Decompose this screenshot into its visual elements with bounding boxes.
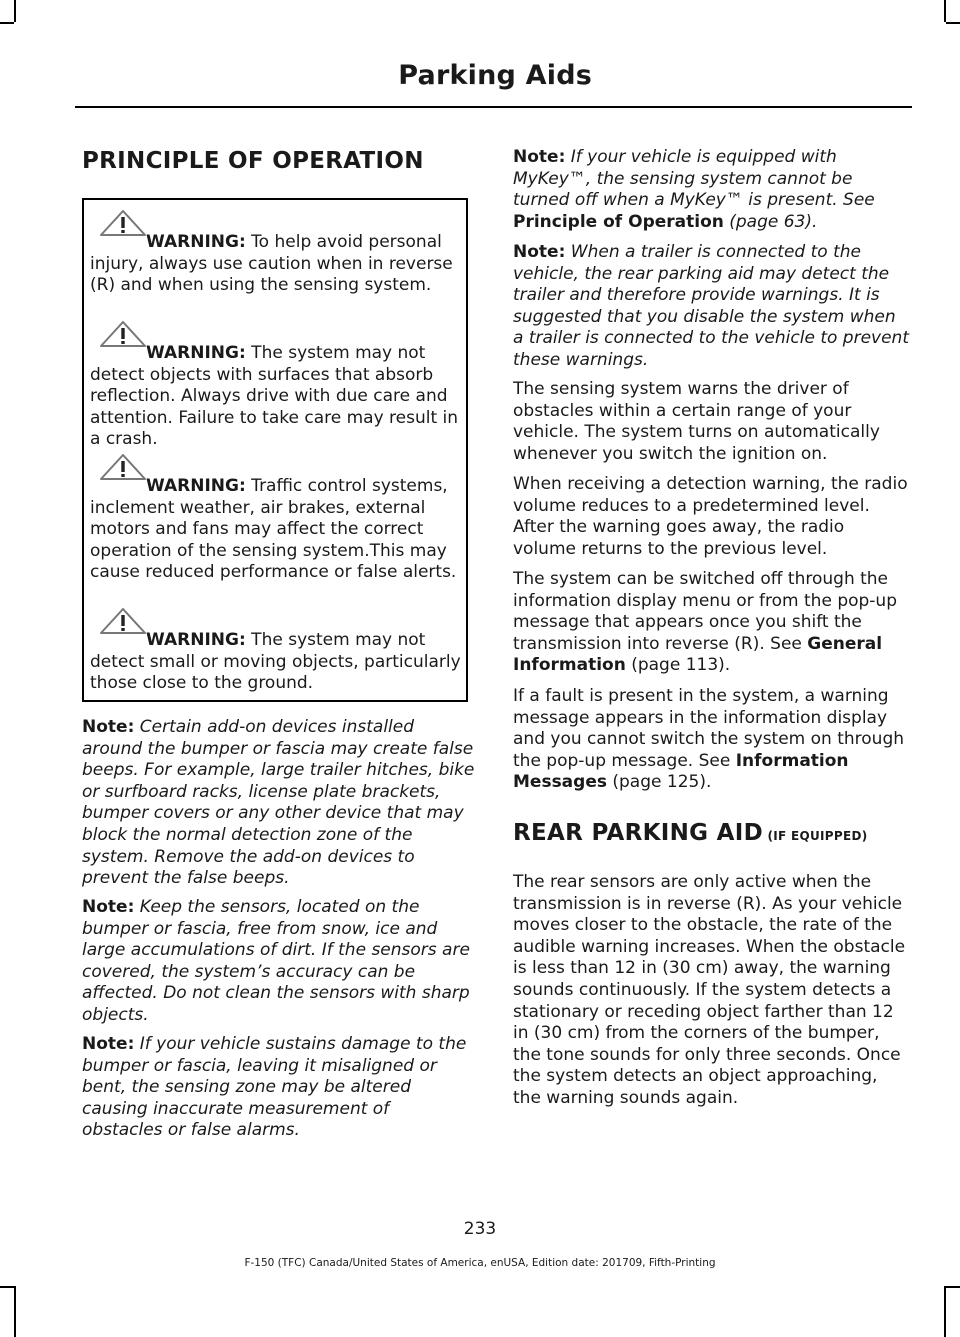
crop-mark <box>944 1286 946 1337</box>
crop-mark <box>0 1286 14 1288</box>
note-paragraph <box>82 897 472 1027</box>
body-paragraph: When receiving a detection warning, the radio volume reduces to a predetermined level. After the warning goes away, the radio volume returns to the previous level. <box>513 474 908 559</box>
page-header-title: Parking Aids <box>398 60 592 91</box>
note-text: If your vehicle is equipped with MyKey™, the sensing system cannot be turned off when a MyKey™ is present. See <box>513 147 875 211</box>
warning-triangle-icon <box>98 608 148 634</box>
note-label: Note: <box>82 1034 135 1054</box>
crop-mark <box>944 0 946 22</box>
crop-mark <box>14 1286 16 1337</box>
warning-label: WARNING: <box>146 232 246 252</box>
note-label: Note: <box>513 147 566 167</box>
page-reference: (page 63). <box>723 211 818 232</box>
warning-label: WARNING: <box>146 476 246 496</box>
cross-reference-link[interactable]: General Information <box>513 633 883 676</box>
note-paragraph <box>82 717 476 890</box>
note-label: Note: <box>82 717 135 737</box>
paragraph-text: The system can be switched off through the information display menu or from the pop-up message that appears once you shift the transmission into reverse (R). See <box>513 569 898 654</box>
section-heading-text: REAR PARKING AID <box>513 820 763 846</box>
warning-box <box>82 198 468 702</box>
section-heading-qualifier: (IF EQUIPPED) <box>762 829 868 843</box>
page-reference: (page 125). <box>606 772 712 793</box>
body-paragraph <box>513 569 909 677</box>
note-paragraph <box>82 1034 474 1142</box>
header-divider <box>75 106 912 108</box>
warning-4 <box>90 630 466 695</box>
body-paragraph: The sensing system warns the driver of obstacles within a certain range of your vehicle. The system turns on automatically whenever you switch the ignition on. <box>513 379 880 464</box>
section-heading: PRINCIPLE OF OPERATION <box>82 148 424 174</box>
warning-text: Traffic control systems, inclement weather, air brakes, external motors and fans may affect the correct operation of the sensing system.This may cause reduced performance or false alerts. <box>90 476 457 583</box>
warning-text: The system may not detect small or moving objects, particularly those close to the ground. <box>90 630 461 694</box>
section-heading <box>513 820 868 846</box>
paragraph-text: If a fault is present in the system, a warning message appears in the information display and you cannot switch the system on through the pop-up message. See <box>513 686 905 771</box>
warning-text: The system may not detect objects with surfaces that absorb reflection. Always drive with due care and attention. Failure to take care may result in a crash. <box>90 343 459 450</box>
crop-mark <box>14 0 16 22</box>
page-reference: (page 113). <box>625 655 731 676</box>
note-paragraph <box>513 242 909 372</box>
note-label: Note: <box>82 897 135 917</box>
cross-reference-link[interactable]: Information Messages <box>513 750 849 793</box>
warning-1 <box>90 232 466 297</box>
crop-mark <box>946 1286 960 1288</box>
note-text: If your vehicle sustains damage to the bumper or fascia, leaving it misaligned or bent, the sensing zone may be altered causing inaccurate measurement of obstacles or false alarms. <box>82 1034 467 1141</box>
note-text: When a trailer is connected to the vehicle, the rear parking aid may detect the trailer and therefore provide warnings. It is suggested that you disable the system when a trailer is connected to the vehicle to prevent these warnings. <box>513 242 909 370</box>
warning-label: WARNING: <box>146 343 246 363</box>
note-label: Note: <box>513 242 566 262</box>
crop-mark <box>0 22 14 24</box>
body-paragraph: The rear sensors are only active when the transmission is in reverse (R). As your vehicle moves closer to the obstacle, the rate of the audible warning increases. When the obstacle is less than 12 in (30 cm) away, the warning sounds continuously. If the system detects a stationary or receding object farther than 12 in (30 cm) from the corners of the bumper, the tone sounds for only three seconds. Once the system detects an object approaching, the warning sounds again. <box>513 872 906 1108</box>
warning-2 <box>90 343 466 451</box>
warning-text: To help avoid personal injury, always use caution when in reverse (R) and when using the sensing system. <box>90 232 453 296</box>
note-paragraph <box>513 147 909 233</box>
page-number: 233 <box>463 1219 497 1239</box>
crop-mark <box>946 22 960 24</box>
warning-triangle-icon <box>98 454 148 480</box>
note-text: Keep the sensors, located on the bumper or fascia, free from snow, ice and large accumulations of dirt. If the sensors are covered, the system’s accuracy can be affected. Do not clean the sensors with sharp objects. <box>82 897 470 1025</box>
page-footer: F-150 (TFC) Canada/United States of America, enUSA, Edition date: 201709, Fifth-Printing <box>244 1257 716 1269</box>
warning-triangle-icon <box>98 321 148 347</box>
note-text: Certain add-on devices installed around the bumper or fascia may create false beeps. For example, large trailer hitches, bike or surfboard racks, license plate brackets, bumper covers or any other device that may block the normal detection zone of the system. Remove the add-on devices to prevent the false beeps. <box>82 717 475 889</box>
cross-reference-link[interactable]: Principle of Operation <box>513 211 724 232</box>
warning-label: WARNING: <box>146 630 246 650</box>
warning-triangle-icon <box>98 210 148 236</box>
warning-3 <box>90 476 466 584</box>
body-paragraph <box>513 686 909 794</box>
